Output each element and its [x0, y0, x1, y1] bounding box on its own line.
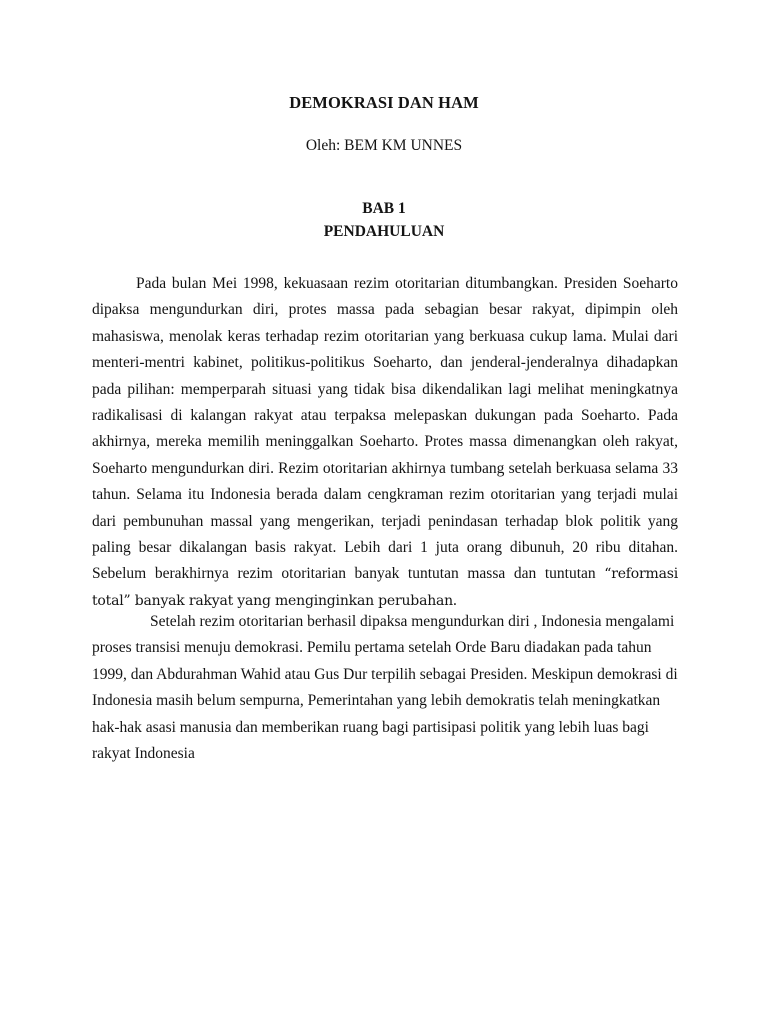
- paragraph-1-main: Pada bulan Mei 1998, kekuasaan rezim otoritarian ditumbangkan. Presiden Soeharto dipaksa mengundurkan diri, protes massa pada sebagian besar rakyat, dipimpin oleh mahasiswa, menolak keras terhadap rezim otoritarian yang berkuasa cukup lama. Mulai dari menteri-mentri kabinet, politikus-politikus Soeharto, dan jenderal-jenderalnya dihadapkan pada pilihan: memperparah situasi yang tidak bisa dikendalikan lagi melihat meningkatnya radikalisasi di kalangan rakyat atau terpaksa melepaskan dukungan pada Soeharto. Pada akhirnya, mereka memilih meninggalkan Soeharto. Protes massa dimenangkan oleh rakyat, Soeharto mengundurkan diri. Rezim otoritarian akhirnya tumbang setelah berkuasa selama 33 tahun. Selama itu Indonesia berada dalam cengkraman rezim otoritarian yang terjadi mulai dari pembunuhan massal yang mengerikan, terjadi penindasan terhadap blok politik yang paling besar dikalangan basis rakyat. Lebih dari 1 juta orang dibunuh, 20 ribu ditahan. Sebelum berakhirnya rezim otoritarian banyak tuntutan massa dan tuntutan: [92, 275, 678, 583]
- paragraph-1-end: .: [453, 591, 457, 609]
- paragraph-2: [92, 609, 678, 767]
- paragraph-1-text: [92, 271, 678, 614]
- document-title: DEMOKRASI DAN HAM: [289, 93, 479, 112]
- paragraph-1: [92, 271, 678, 614]
- paragraph-1-quote: “reformasi total” banyak rakyat yang menginginkan perubahan: [92, 566, 678, 609]
- document-author: Oleh: BEM KM UNNES: [305, 137, 463, 154]
- chapter-heading: [0, 197, 768, 243]
- paragraph-2-text: Setelah rezim otoritarian berhasil dipaksa mengundurkan diri , Indonesia mengalami proses transisi menuju demokrasi. Pemilu pertama setelah Orde Baru diadakan pada tahun 1999, dan Abdurahman Wahid atau Gus Dur terpilih sebagai Presiden. Meskipun demokrasi di Indonesia masih belum sempurna, Pemerintahan yang lebih demokratis telah meningkatkan hak-hak asasi manusia dan memberikan ruang bagi partisipasi politik yang lebih luas bagi rakyat Indonesia: [92, 613, 678, 763]
- chapter-title: PENDAHULUAN: [323, 223, 445, 240]
- chapter-number: BAB 1: [362, 200, 406, 217]
